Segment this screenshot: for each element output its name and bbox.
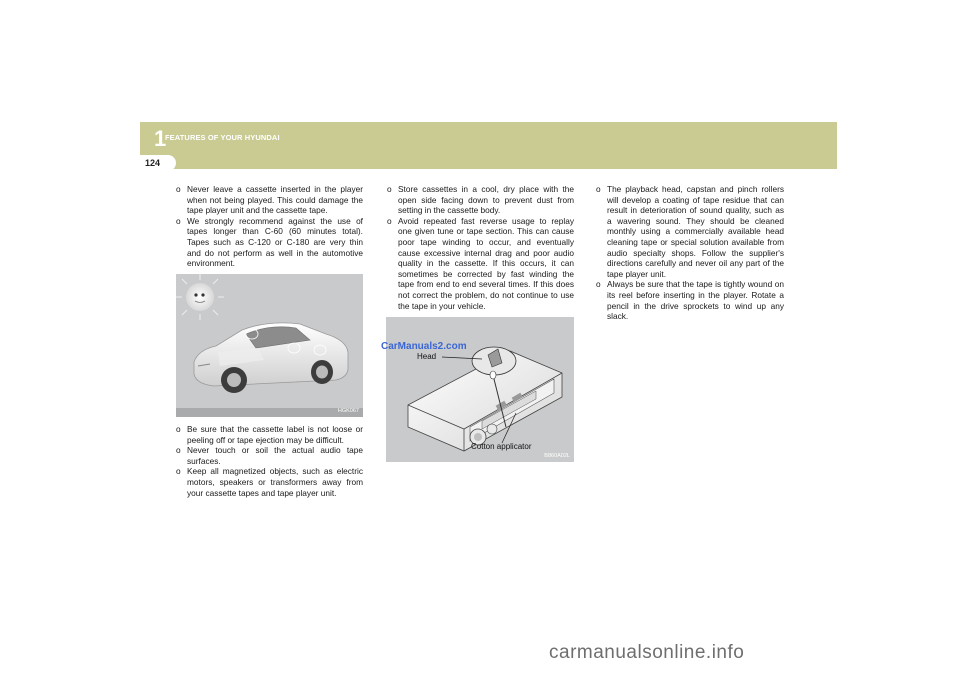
header-band <box>140 122 837 169</box>
column-2 <box>387 184 574 311</box>
figure-code: B860A02L <box>544 453 570 459</box>
list-item: o Never touch or soil the actual audio tape surfaces. <box>176 445 363 466</box>
list-item: o Always be sure that the tape is tightly wound on its reel before inserting in the player. Rotate a pencil in the drive sprockets to wind up any slack. <box>596 279 784 322</box>
cotton-applicator-label: Cotton applicator <box>471 442 532 451</box>
column-3 <box>596 184 784 322</box>
head-closeup-icon <box>472 347 516 375</box>
chapter-number: 1 <box>154 126 167 151</box>
column-1-bottom <box>176 424 363 498</box>
list-item: o Store cassettes in a cool, dry place with the open side facing down to prevent dust from setting in the cassette body. <box>387 184 574 216</box>
watermark-link[interactable]: CarManuals2.com <box>381 341 467 352</box>
list-item: o Be sure that the cassette label is not loose or peeling off or tape ejection may be difficult. <box>176 424 363 445</box>
column-1-top <box>176 184 363 269</box>
sun-icon <box>176 274 224 320</box>
list-item: o Never leave a cassette inserted in the player when not being played. This could damage the tape player unit and the cassette tape. <box>176 184 363 216</box>
list-item: o The playback head, capstan and pinch rollers will develop a coating of tape residue that can result in deterioration of sound quality, such as a wavering sound. They should be cleaned monthly using a commercially available head cleaning tape or special solution available from audio specialty shops. Follow the supplier's directions carefully and never oil any part of the tape player unit. <box>596 184 784 279</box>
list-item: o We strongly recommend against the use of tapes longer than C-60 (60 minutes total). Tapes such as C-120 or C-180 are very thin and do not perform as well in the automotive environment. <box>176 215 363 269</box>
list-item: o Keep all magnetized objects, such as electric motors, speakers or transformers away from your cassette tapes and tape player unit. <box>176 466 363 498</box>
figure-code: HGK067 <box>337 408 359 414</box>
chapter-title: FEATURES OF YOUR HYUNDAI <box>165 133 280 142</box>
list-item: o Avoid repeated fast reverse usage to replay one given tune or tape section. This can cause poor tape winding to occur, and eventually cause excessive internal drag and poor audio quality in the cassette. If this occurs, it can sometimes be corrected by fast winding the tape from end to end several times. If this does not correct the problem, do not continue to use the tape in your vehicle. <box>387 215 574 311</box>
page-number: 124 <box>145 158 161 168</box>
footer-watermark[interactable]: carmanualsonline.info <box>549 642 745 663</box>
cassette-player-illustration <box>386 317 574 462</box>
head-label: Head <box>417 352 437 361</box>
car-illustration <box>176 274 363 417</box>
car-icon <box>194 323 348 393</box>
cassette-head-cleaning-illustration <box>386 317 574 462</box>
car-sun-illustration <box>176 274 363 417</box>
